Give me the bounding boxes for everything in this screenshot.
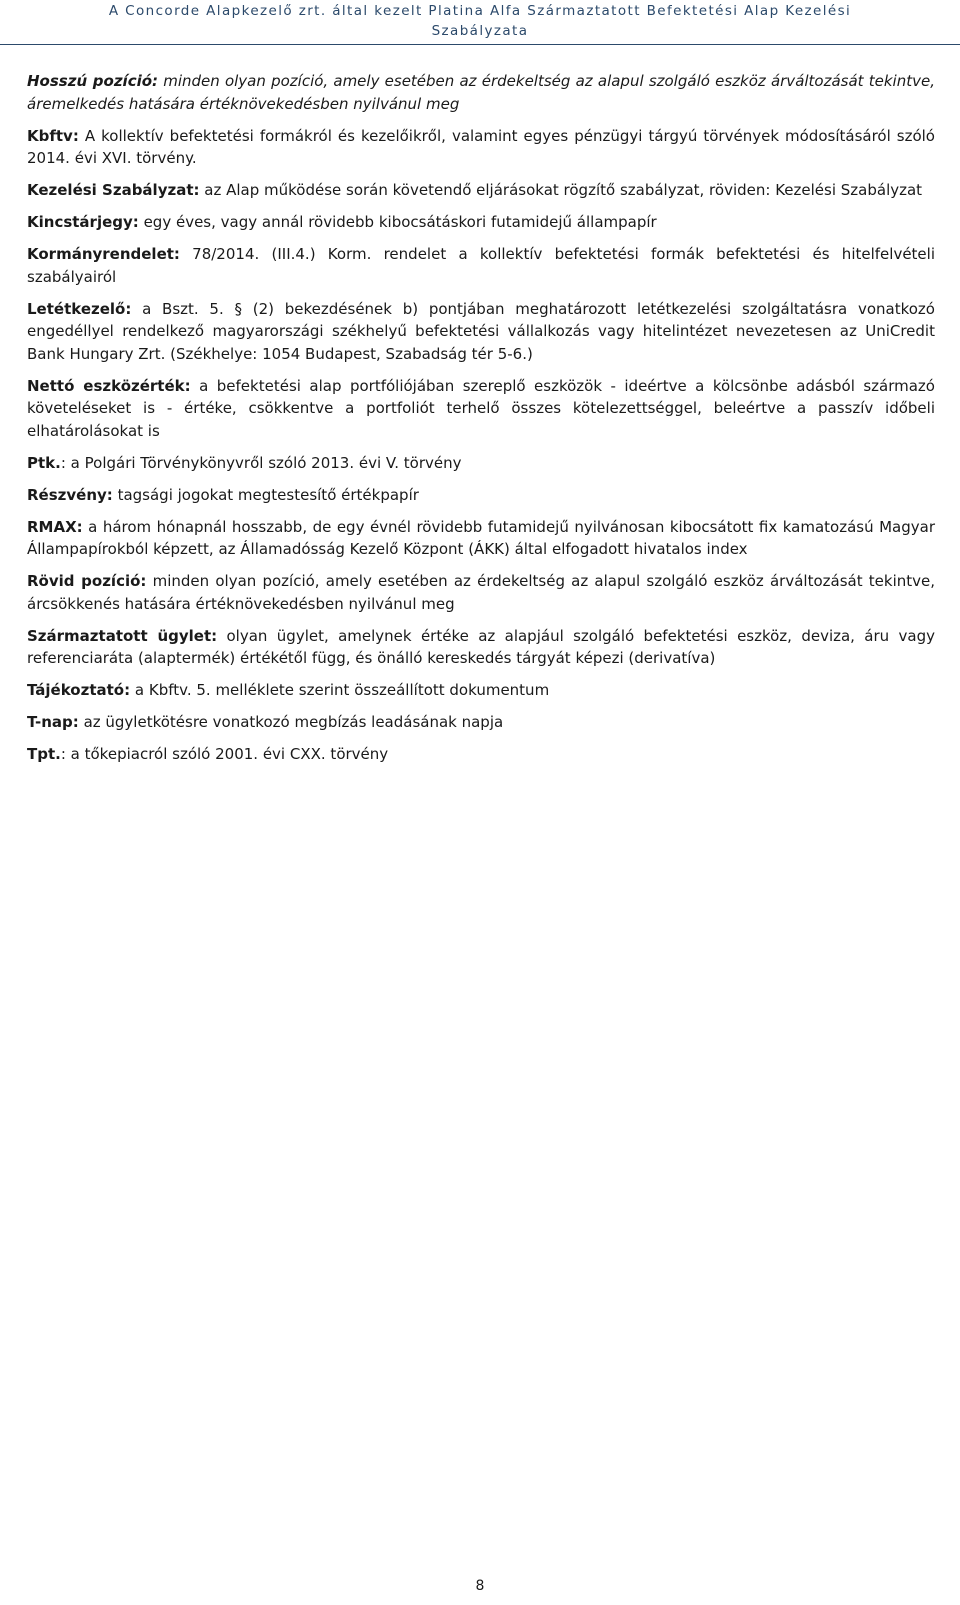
definition-text: : a Polgári Törvénykönyvről szóló 2013. évi V. törvény: [60, 453, 462, 472]
definitions-list: [27, 70, 935, 775]
definition-text: tagsági jogokat megtestesítő értékpapír: [112, 485, 419, 504]
definition-term: Kbftv:: [27, 126, 79, 145]
definition-tajekoztato: [27, 679, 935, 702]
definition-term: Kincstárjegy:: [27, 213, 139, 231]
definition-kbftv: [27, 125, 935, 170]
definition-term: Hosszú pozíció:: [27, 72, 159, 90]
definition-term: Részvény:: [27, 485, 113, 504]
definition-reszveny: [27, 484, 935, 507]
definition-term: Nettó eszközérték:: [27, 376, 191, 395]
definition-text: A kollektív befektetési formákról és kezelőikről, valamint egyes pénzügyi tárgyú törvények módosításáról szóló 2014. évi XVI. törvény.: [27, 126, 935, 167]
definition-term: Letétkezelő:: [27, 299, 132, 318]
definition-hosszu-pozicio: [27, 70, 935, 115]
definition-text: minden olyan pozíció, amely esetében az érdekeltség az alapul szolgáló eszköz árváltozását tekintve, árcsökkenés hatására értéknövekedésben nyilvánul meg: [27, 572, 935, 613]
running-header: [0, 0, 960, 41]
definition-text: 78/2014. (III.4.) Korm. rendelet a kollektív befektetési formák befektetési és hitelfelvételi szabályairól: [27, 245, 935, 286]
definition-term: RMAX:: [27, 517, 83, 536]
definition-text: : a tőkepiacról szóló 2001. évi CXX. törvény: [60, 745, 389, 763]
definition-rmax: [27, 516, 935, 561]
page-number: 8: [475, 1578, 485, 1594]
definition-term: T-nap:: [27, 713, 79, 731]
definition-kormanyrendelet: [27, 243, 935, 288]
definition-ptk: [27, 452, 935, 475]
definition-t-nap: [27, 711, 935, 734]
definition-term: Ptk.: [27, 453, 61, 472]
definition-text: az ügyletkötésre vonatkozó megbízás leadásának napja: [78, 713, 504, 731]
running-header-line-2: Szabályzata: [431, 23, 529, 39]
definition-text: a Kbftv. 5. melléklete szerint összeállított dokumentum: [130, 681, 550, 699]
definition-kincstarjegy: [27, 211, 935, 234]
definition-term: Tájékoztató:: [27, 681, 131, 699]
definition-rovid-pozicio: [27, 570, 935, 615]
definition-text: az Alap működése során követendő eljárásokat rögzítő szabályzat, röviden: Kezelési Szabályzat: [199, 181, 923, 199]
definition-term: Kezelési Szabályzat:: [27, 181, 200, 199]
definition-text: a Bszt. 5. § (2) bekezdésének b) pontjában meghatározott letétkezelési szolgáltatásra vonatkozó engedéllyel rendelkező magyarországi székhelyű befektetési vállalkozás vagy hitelintézet nevezetesen az UniCredit Bank Hungary Zrt. (Székhelye: 1054 Budapest, Szabadság tér 5-6.): [27, 299, 935, 363]
definition-kezelesi-szabalyzat: [27, 179, 935, 202]
definition-term: Rövid pozíció:: [27, 572, 147, 590]
definition-szarmaztatott-ugylet: [27, 625, 935, 670]
definition-term: Származtatott ügylet:: [27, 626, 218, 645]
definition-text: minden olyan pozíció, amely esetében az érdekeltség az alapul szolgáló eszköz árváltozását tekintve, áremelkedés hatására értéknövekedésben nyilvánul meg: [27, 72, 935, 113]
running-header-line-1: A Concorde Alapkezelő zrt. által kezelt Platina Alfa Származtatott Befektetési Alap Kezelési: [108, 3, 852, 19]
definition-term: Tpt.: [27, 745, 61, 763]
definition-term: Kormányrendelet:: [27, 245, 180, 263]
header-divider: [0, 44, 960, 45]
definition-text: a három hónapnál hosszabb, de egy évnél rövidebb futamidejű nyilvánosan kibocsátott fix kamatozású Magyar Állampapírokból képzett, az Államadósság Kezelő Központ (ÁKK) által elfogadott hivatalos index: [27, 517, 935, 558]
definition-text: olyan ügylet, amelynek értéke az alapjául szolgáló befektetési eszköz, deviza, áru vagy referenciaráta (alaptermék) értékétől függ, és önálló kereskedés tárgyát képezi (derivatíva): [27, 626, 935, 667]
definition-tpt: [27, 743, 935, 766]
definition-letetkezelo: [27, 298, 935, 366]
definition-text: egy éves, vagy annál rövidebb kibocsátáskori futamidejű állampapír: [138, 213, 657, 231]
definition-netto-eszkozertek: [27, 375, 935, 443]
definition-text: a befektetési alap portfóliójában szereplő eszközök - ideértve a kölcsönbe adásból származó követeléseket is - értéke, csökkentve a portfoliót terhelő összes kötelezettséggel, beleértve a passzív időbeli elhatárolásokat is: [27, 376, 935, 440]
